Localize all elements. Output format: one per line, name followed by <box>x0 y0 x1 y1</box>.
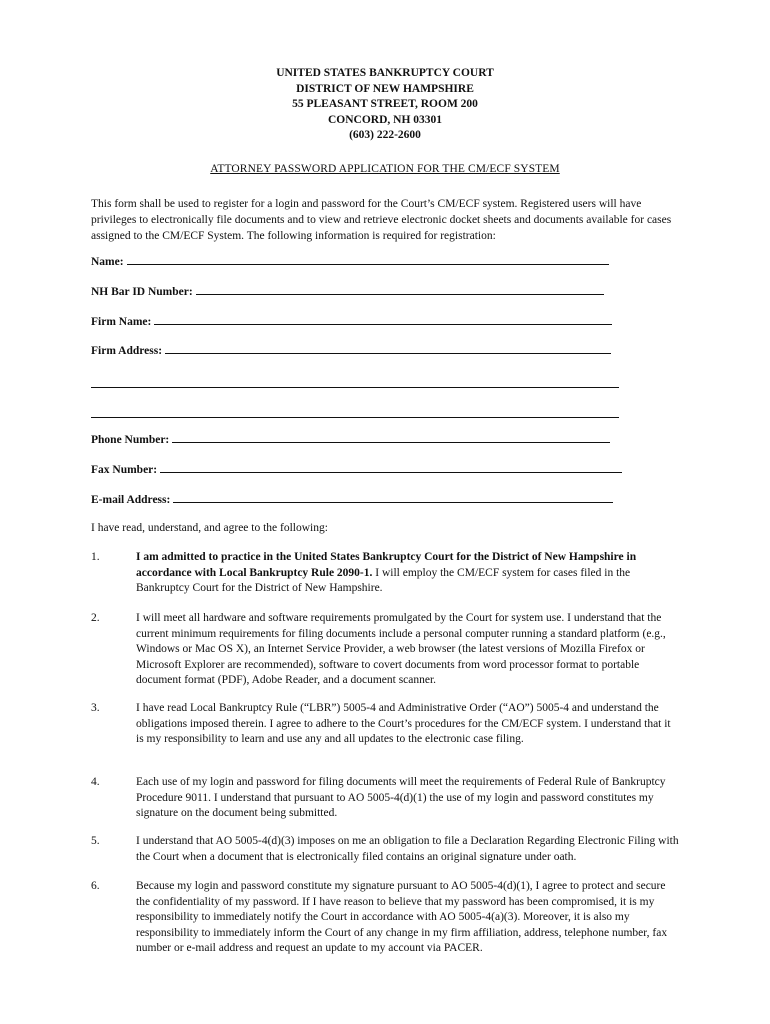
item-body-text: I have read Local Bankruptcy Rule (“LBR”) 5005-4 and Administrative Order (“AO”) 5005-4 and understand the obligations imposed therein. I agree to adhere to the Court’s procedures for the CM/ECF system. I understand that it is my responsibility to learn and use any and all updates to the electronic case filing. <box>136 702 671 745</box>
item-number: 6. <box>91 880 100 892</box>
street-address: 55 PLEASANT STREET, ROOM 200 <box>292 98 478 110</box>
item-text <box>136 775 681 822</box>
firm-address-label: Firm Address: <box>91 345 163 357</box>
bar-id-field[interactable] <box>91 286 631 298</box>
firm-name-field[interactable] <box>91 316 631 328</box>
firm-address-line-2[interactable] <box>91 386 619 388</box>
item-body-text: Each use of my login and password for filing documents will meet the requirements of Federal Rule of Bankruptcy Procedure 9011. I understand that pursuant to AO 5005-4(d)(1) the use of my login and password constitutes my signature on the document being submitted. <box>136 776 666 819</box>
email-label: E-mail Address: <box>91 494 171 506</box>
item-body-text: I will meet all hardware and software requirements promulgated by the Court for system use. I understand that the current minimum requirements for filing documents include a personal computer running a standard platform (e.g., Windows or Mac OS X), an Internet Service Provider, a web browser (the latest versions of Mozilla Firefox or Microsoft Explorer are recommended), software to covert documents from word processor format to portable document format (PDF), Adobe Reader, and a document scanner. <box>136 612 666 686</box>
firm-address-field[interactable] <box>91 345 631 357</box>
agreement-intro: I have read, understand, and agree to the following: <box>91 522 328 534</box>
court-phone: (603) 222-2600 <box>349 129 421 141</box>
item-text <box>136 550 681 597</box>
name-label: Name: <box>91 256 124 268</box>
city-address: CONCORD, NH 03301 <box>327 113 443 126</box>
phone-blank[interactable] <box>172 441 610 443</box>
item-text <box>136 879 681 957</box>
district-name: DISTRICT OF NEW HAMPSHIRE <box>296 82 474 95</box>
intro-paragraph: This form shall be used to register for a login and password for the Court’s CM/ECF system. Registered users will have privileges to electronically file documents and to view and retrieve electronic docket sheets and documents available for cases assigned to the CM/ECF System. The following information is required for registration: <box>91 198 672 242</box>
bar-id-blank[interactable] <box>196 293 604 295</box>
item-number: 5. <box>91 835 100 847</box>
bar-id-label: NH Bar ID Number: <box>91 286 193 298</box>
item-number: 2. <box>91 612 100 624</box>
fax-field[interactable] <box>91 464 631 476</box>
fax-label: Fax Number: <box>91 464 158 476</box>
phone-field[interactable] <box>91 434 631 446</box>
item-body-text: Because my login and password constitute my signature pursuant to AO 5005-4(d)(1), I agree to protect and secure the confidentiality of my password. If I have reason to believe that my password has been compromised, it is my responsibility to immediately notify the Court in accordance with AO 5005-4(a)(3). Moreover, it is also my responsibility to immediately inform the Court of any change in my firm affiliation, address, telephone number, fax number or e-mail address and request an update to my account via PACER. <box>136 880 668 954</box>
name-field[interactable] <box>91 256 631 268</box>
firm-address-blank[interactable] <box>165 352 611 354</box>
item-body-text: I understand that AO 5005-4(d)(3) imposes on me an obligation to file a Declaration Regarding Electronic Filing with the Court when a document that is electronically filed contains an original signature under oath. <box>136 835 679 863</box>
email-blank[interactable] <box>173 501 613 503</box>
email-field[interactable] <box>91 494 631 506</box>
court-name: UNITED STATES BANKRUPTCY COURT <box>276 67 494 79</box>
phone-label: Phone Number: <box>91 434 170 446</box>
item-number: 4. <box>91 776 100 788</box>
court-header <box>0 66 770 144</box>
firm-name-label: Firm Name: <box>91 316 152 328</box>
item-body-text: I will employ the CM/ECF system for cases filed in the Bankruptcy Court for the District of New Hampshire. <box>136 566 631 594</box>
form-title: ATTORNEY PASSWORD APPLICATION FOR THE CM/ECF SYSTEM <box>210 163 560 175</box>
firm-name-blank[interactable] <box>154 323 612 325</box>
item-text <box>136 701 681 748</box>
item-text <box>136 611 681 689</box>
item-text <box>136 834 681 865</box>
name-blank[interactable] <box>127 263 609 265</box>
item-number: 1. <box>91 551 100 563</box>
firm-address-line-3[interactable] <box>91 416 619 418</box>
item-bold-text: I am admitted to practice in the United States Bankruptcy Court for the District of New Hampshire in accordance with Local Bankruptcy Rule 2090-1. <box>136 551 637 579</box>
item-number: 3. <box>91 702 100 714</box>
fax-blank[interactable] <box>160 471 622 473</box>
